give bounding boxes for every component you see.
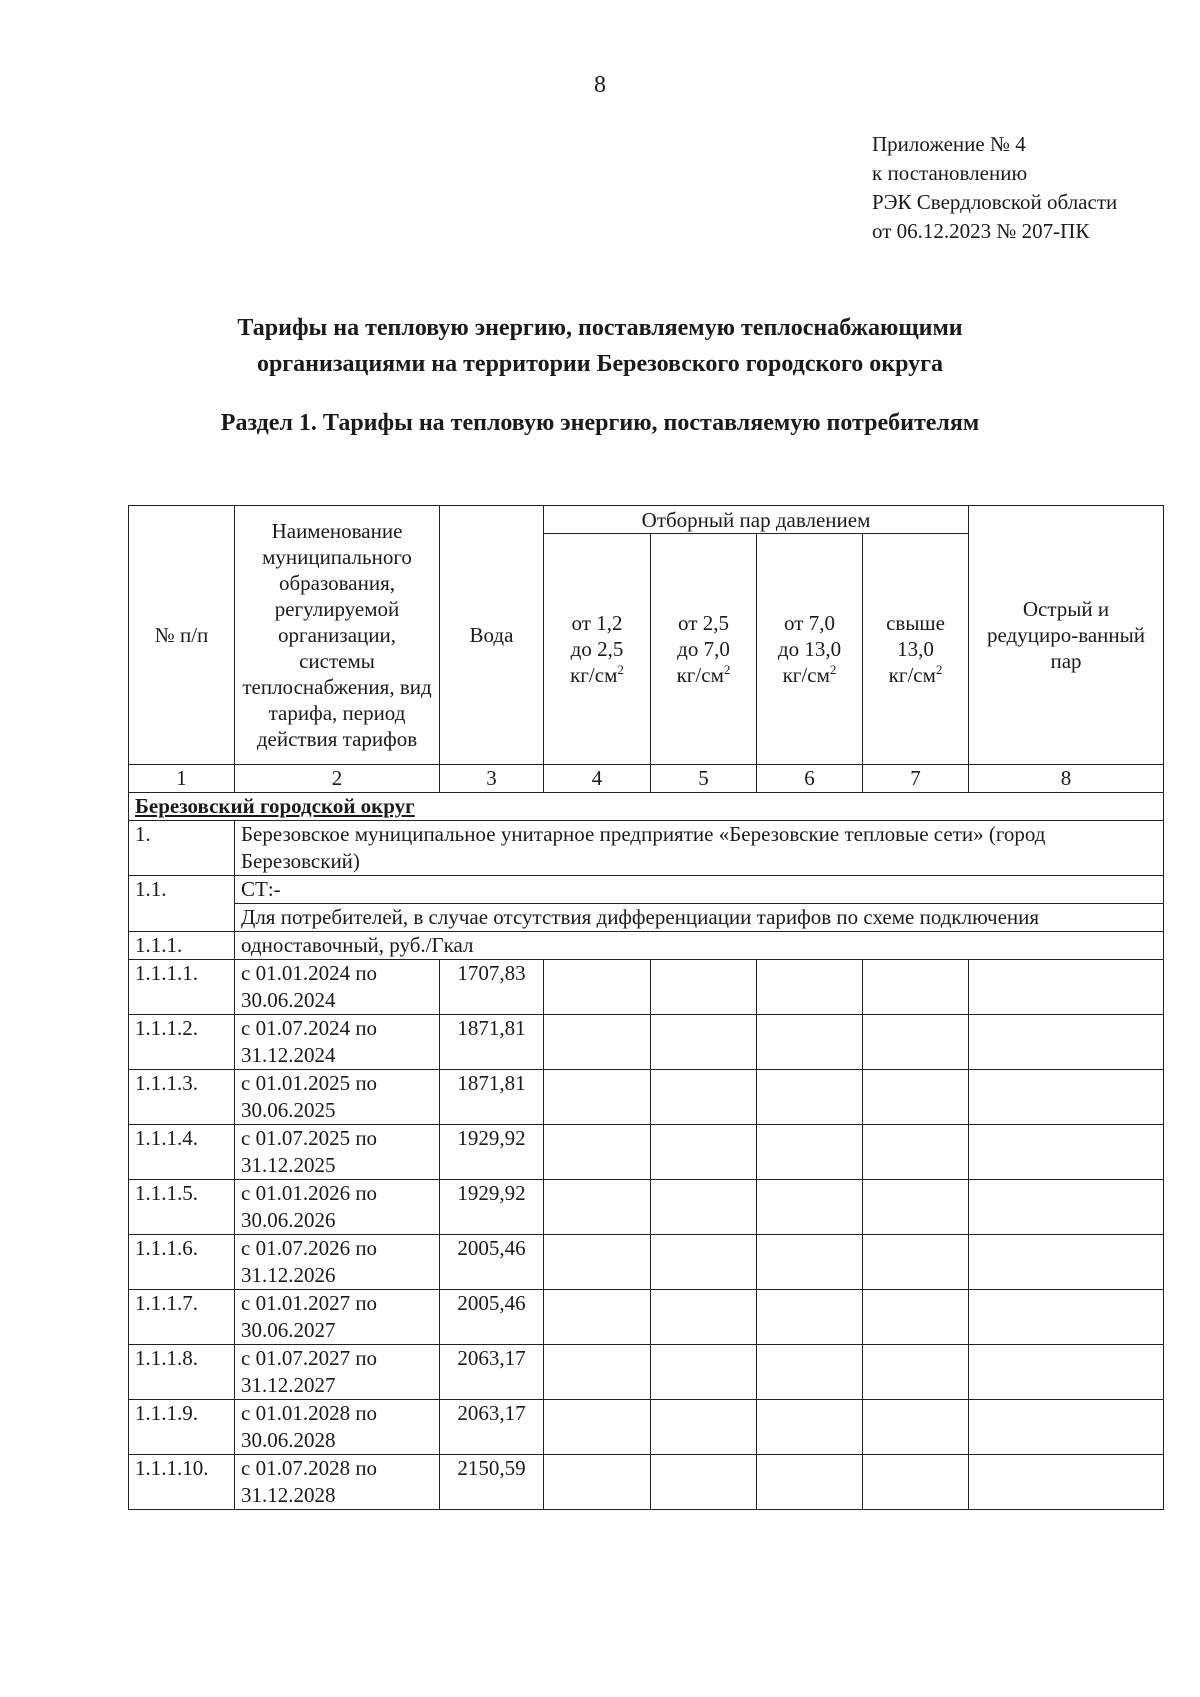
appendix-line-3: РЭК Свердловской области <box>872 190 1118 214</box>
column-number: 8 <box>969 765 1164 793</box>
unit-text: кг/см <box>888 663 936 687</box>
row-period-end: 31.12.2024 <box>241 1043 336 1067</box>
column-number: 1 <box>129 765 235 793</box>
appendix-line-2: к постановлению <box>872 161 1028 185</box>
row-period <box>235 1290 440 1345</box>
row-steam-1 <box>544 1400 651 1455</box>
table-row <box>129 1455 1164 1510</box>
row-period-start: с 01.07.2026 по <box>241 1236 378 1260</box>
header-pressure-3-unit <box>763 662 856 688</box>
header-pressure-1-from: от 1,2 <box>571 611 623 635</box>
table-row <box>129 1290 1164 1345</box>
row-water-value: 2150,59 <box>440 1455 544 1510</box>
row-steam-3 <box>757 1125 863 1180</box>
row-sharp-steam <box>969 1235 1164 1290</box>
row-steam-2 <box>651 1345 757 1400</box>
title-line-1: Тарифы на тепловую энергию, поставляемую теплоснабжающими <box>237 315 963 341</box>
column-number: 6 <box>757 765 863 793</box>
row-period-end: 30.06.2027 <box>241 1318 336 1342</box>
row-steam-3 <box>757 1455 863 1510</box>
row-sharp-steam <box>969 960 1164 1015</box>
unit-text: кг/см <box>676 663 724 687</box>
header-pressure-3 <box>757 534 863 765</box>
row-code: 1.1.1.8. <box>129 1345 235 1400</box>
header-name: Наименование муниципального образования, регулируемой организации, системы теплоснабжения, вид тарифа, период действия тарифов <box>235 506 440 765</box>
table-row <box>129 1180 1164 1235</box>
district-row <box>129 793 1164 821</box>
row-water-value: 2005,46 <box>440 1290 544 1345</box>
document-title <box>0 310 1200 382</box>
column-number: 5 <box>651 765 757 793</box>
row-steam-1 <box>544 1235 651 1290</box>
header-pressure-1-unit <box>550 662 644 688</box>
row-steam-1 <box>544 1070 651 1125</box>
row-steam-2 <box>651 1070 757 1125</box>
row-code: 1.1.1.7. <box>129 1290 235 1345</box>
row-water-value: 1871,81 <box>440 1070 544 1125</box>
row-period-start: с 01.01.2028 по <box>241 1401 378 1425</box>
row-period-start: с 01.01.2026 по <box>241 1181 378 1205</box>
table-row <box>129 1070 1164 1125</box>
row-code: 1.1.1.6. <box>129 1235 235 1290</box>
header-pressure-4-from: свыше <box>886 611 945 635</box>
row-steam-2 <box>651 1235 757 1290</box>
row-sharp-steam <box>969 1290 1164 1345</box>
row-steam-1 <box>544 1125 651 1180</box>
tariff-type-row <box>129 932 1164 960</box>
table-row <box>129 960 1164 1015</box>
district-name: Березовский городской округ <box>129 793 1164 821</box>
row-period-end: 31.12.2025 <box>241 1153 336 1177</box>
row-period-end: 30.06.2026 <box>241 1208 336 1232</box>
row-period-start: с 01.01.2027 по <box>241 1291 378 1315</box>
row-steam-2 <box>651 1455 757 1510</box>
row-steam-4 <box>863 1235 969 1290</box>
row-steam-3 <box>757 1400 863 1455</box>
row-steam-4 <box>863 960 969 1015</box>
row-code: 1.1.1.3. <box>129 1070 235 1125</box>
row-water-value: 1707,83 <box>440 960 544 1015</box>
row-steam-2 <box>651 1400 757 1455</box>
row-period <box>235 1180 440 1235</box>
row-steam-1 <box>544 1180 651 1235</box>
table-row <box>129 1400 1164 1455</box>
row-period-start: с 01.01.2025 по <box>241 1071 378 1095</box>
header-pressure-3-from: от 7,0 <box>784 611 835 635</box>
row-code: 1.1.1.10. <box>129 1455 235 1510</box>
row-steam-2 <box>651 1290 757 1345</box>
row-steam-4 <box>863 1180 969 1235</box>
row-steam-3 <box>757 1180 863 1235</box>
unit-text: кг/см <box>782 663 830 687</box>
row-steam-4 <box>863 1015 969 1070</box>
header-pressure-4-to: 13,0 <box>897 637 934 661</box>
unit-sup: 2 <box>935 662 943 677</box>
appendix-line-4: от 06.12.2023 № 207-ПК <box>872 219 1090 243</box>
row-sharp-steam <box>969 1015 1164 1070</box>
row-sharp-steam <box>969 1400 1164 1455</box>
row-steam-3 <box>757 1015 863 1070</box>
row-sharp-steam <box>969 1455 1164 1510</box>
row-code: 1.1.1.5. <box>129 1180 235 1235</box>
org-row <box>129 821 1164 876</box>
header-steam-group: Отборный пар давлением <box>544 506 969 534</box>
title-line-2: организациями на территории Березовского городского округа <box>256 351 944 377</box>
row-water-value: 1871,81 <box>440 1015 544 1070</box>
row-period <box>235 1400 440 1455</box>
row-water-value: 1929,92 <box>440 1180 544 1235</box>
row-steam-2 <box>651 960 757 1015</box>
row-steam-4 <box>863 1070 969 1125</box>
system-name: СТ:- <box>235 876 1164 904</box>
row-period <box>235 1235 440 1290</box>
row-period-start: с 01.07.2027 по <box>241 1346 378 1370</box>
row-steam-3 <box>757 960 863 1015</box>
row-steam-4 <box>863 1455 969 1510</box>
row-period-end: 30.06.2025 <box>241 1098 336 1122</box>
tariff-type-name: одноставочный, руб./Гкал <box>235 932 1164 960</box>
system-note-row <box>129 904 1164 932</box>
column-number: 3 <box>440 765 544 793</box>
header-number: № п/п <box>129 506 235 765</box>
unit-sup: 2 <box>829 662 837 677</box>
table-row <box>129 1125 1164 1180</box>
row-period-end: 30.06.2024 <box>241 988 336 1012</box>
row-sharp-steam <box>969 1180 1164 1235</box>
row-period-start: с 01.01.2024 по <box>241 961 378 985</box>
row-water-value: 2063,17 <box>440 1400 544 1455</box>
system-code: 1.1. <box>129 876 235 932</box>
row-period-end: 30.06.2028 <box>241 1428 336 1452</box>
column-number: 2 <box>235 765 440 793</box>
row-period <box>235 1070 440 1125</box>
row-sharp-steam <box>969 1345 1164 1400</box>
header-pressure-4 <box>863 534 969 765</box>
header-pressure-1 <box>544 534 651 765</box>
row-water-value: 2063,17 <box>440 1345 544 1400</box>
unit-sup: 2 <box>723 662 731 677</box>
row-steam-4 <box>863 1400 969 1455</box>
row-sharp-steam <box>969 1070 1164 1125</box>
row-period <box>235 1015 440 1070</box>
header-row-1 <box>129 506 1164 534</box>
header-sharp-steam: Острый и редуциро-ванный пар <box>969 506 1164 765</box>
row-steam-3 <box>757 1290 863 1345</box>
system-row <box>129 876 1164 904</box>
row-water-value: 1929,92 <box>440 1125 544 1180</box>
row-period <box>235 1345 440 1400</box>
row-code: 1.1.1.2. <box>129 1015 235 1070</box>
row-code: 1.1.1.1. <box>129 960 235 1015</box>
section-title: Раздел 1. Тарифы на тепловую энергию, поставляемую потребителям <box>220 410 980 436</box>
table-row <box>129 1345 1164 1400</box>
header-pressure-2 <box>651 534 757 765</box>
row-steam-4 <box>863 1345 969 1400</box>
row-period-start: с 01.07.2025 по <box>241 1126 378 1150</box>
row-period <box>235 1455 440 1510</box>
header-pressure-4-unit <box>869 662 962 688</box>
unit-text: кг/см <box>570 663 618 687</box>
row-code: 1.1.1.4. <box>129 1125 235 1180</box>
column-number-row <box>129 765 1164 793</box>
row-steam-1 <box>544 1015 651 1070</box>
org-name: Березовское муниципальное унитарное предприятие «Березовские тепловые сети» (город Березовский) <box>235 821 1164 876</box>
row-steam-2 <box>651 1180 757 1235</box>
row-steam-4 <box>863 1125 969 1180</box>
table-row <box>129 1235 1164 1290</box>
header-pressure-1-to: до 2,5 <box>570 637 624 661</box>
appendix-line-1: Приложение № 4 <box>872 132 1026 156</box>
system-note: Для потребителей, в случае отсутствия дифференциации тарифов по схеме подключения <box>235 904 1164 932</box>
org-code: 1. <box>129 821 235 876</box>
row-period-end: 31.12.2028 <box>241 1483 336 1507</box>
row-steam-1 <box>544 960 651 1015</box>
header-pressure-2-unit <box>657 662 750 688</box>
row-steam-1 <box>544 1345 651 1400</box>
column-number: 7 <box>863 765 969 793</box>
header-pressure-2-to: до 7,0 <box>677 637 730 661</box>
row-period-end: 31.12.2026 <box>241 1263 336 1287</box>
row-steam-3 <box>757 1345 863 1400</box>
row-steam-3 <box>757 1235 863 1290</box>
row-water-value: 2005,46 <box>440 1235 544 1290</box>
row-code: 1.1.1.9. <box>129 1400 235 1455</box>
row-period-start: с 01.07.2028 по <box>241 1456 378 1480</box>
row-period <box>235 960 440 1015</box>
row-period <box>235 1125 440 1180</box>
row-steam-1 <box>544 1290 651 1345</box>
header-water: Вода <box>440 506 544 765</box>
header-pressure-3-to: до 13,0 <box>777 637 842 661</box>
row-steam-1 <box>544 1455 651 1510</box>
row-period-end: 31.12.2027 <box>241 1373 336 1397</box>
tariff-type-code: 1.1.1. <box>129 932 235 960</box>
row-steam-3 <box>757 1070 863 1125</box>
table-row <box>129 1015 1164 1070</box>
row-steam-2 <box>651 1125 757 1180</box>
header-pressure-2-from: от 2,5 <box>678 611 729 635</box>
appendix-block <box>872 130 1117 246</box>
row-sharp-steam <box>969 1125 1164 1180</box>
column-number: 4 <box>544 765 651 793</box>
row-period-start: с 01.07.2024 по <box>241 1016 378 1040</box>
row-steam-2 <box>651 1015 757 1070</box>
row-steam-4 <box>863 1290 969 1345</box>
unit-sup: 2 <box>617 662 624 677</box>
page-number: 8 <box>594 72 606 98</box>
tariff-table <box>128 505 1164 1510</box>
